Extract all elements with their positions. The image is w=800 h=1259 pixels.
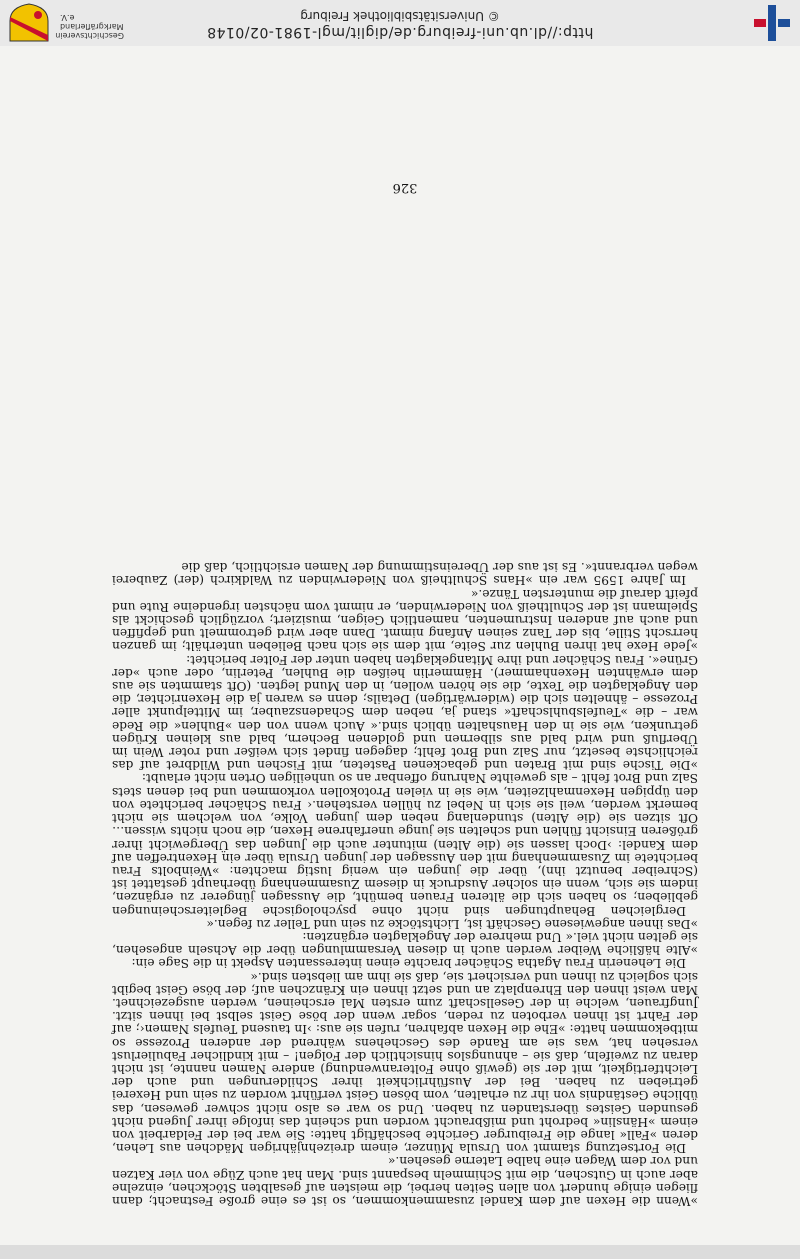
footer-bar [0,0,800,46]
body-text [112,560,698,1207]
page-paper [0,46,800,1245]
ub-freiburg-logo-icon [750,3,794,43]
paragraph: »Alte häßliche Weiber werden auch in diesen Versammlungen über die Achseln angesehen, sie gelten nicht viel.« Und mehrere der Angeklagten ergänzten: [112,929,698,958]
society-name: Geschichtsverein Markgräflerland e.V. [55,13,124,40]
footer-library: © Universitätsbibliothek Freiburg [300,9,500,23]
paragraph: »Die Tische sind mit Braten und gebackenen Pasteten, mit Fischen und Wildbret auf das reichlichste besetzt, nur Salz und Brot fehlt; dagegen findet sich weißer und roter Wein im Überfluß und wird bald aus silbernen und goldenen Bechern, bald aus kleinen Krügen getrunken, wie sie in den Haushalten üblich sind.« Auch wenn von den »Buhlen« die Rede war – die »Teufelsbuhlschaft« stand ja, neben dem Schadenszauber, im Mittelpunkt aller Prozesse – ähnelten sich die (widerwärtigen) Details; denn es waren ja die Hexenrichter, die den Angeklagten die Texte, die sie hören wollen, in den Mund legten. (Oft stammten sie aus dem erwähnten Hexenhammer). Hämmerlin heißen die Buhlen, Peterlin, oder auch »der Grüne«. Frau Schächer und ihre Mitangeklagten haben unter der Folter berichtet: [112,652,698,773]
paragraph: »Das ihnen angewiesene Geschäft ist, Lichtstöcke zu sein und Teller zu fegen.« [206,916,698,931]
paragraph: Die Fortsetzung stammt von Ursula Münzer, einem dreizehnjährigen Mädchen aus Lehen, deren »Fall« lange die Freiburger Gerichte beschäftigt hatte: Sie war bei der Feldarbeit von einem »Hänslin« bedroht und mißbraucht worden und scheint das infolge ihrer Jugend nicht gesunden Geistes überstanden zu haben. Und so war es also nicht schwer gewesen, das übliche Geständnis von ihr zu erhalten, vom bösen Geist verführt worden zu sein und Hexerei getrieben zu haben. Bei der Ausführlichkeit ihrer Schilderungen und auch der Leichtfertigkeit, mit der sie (gewiß ohne Folteranwendung) andere Namen nannte, ist nicht daran zu zweifeln, daß sie – ahnungslos hinsichtlich der Folgen! – mit kindlicher Fabulierlust versehen hat, was sie am Rande des Geschehens während der anderen Prozesse so mitbekommen hatte: »Ehe die Hexen abfahren, rufen sie aus: ›In tausend Teufels Namen‹; auf der Fahrt ist ihnen verboten zu reden, sogar wenn der böse Geist selbst bei ihnen sitzt. Jungfrauen, welche in der Gesellschaft zum ersten Mal erscheinen, werden ausgezeichnet. Man weist ihnen den Ehrenplatz an und setzt ihnen ein Kränzchen auf; der böse Geist begibt sich sogleich zu ihnen und versichert sie, daß sie ihm am liebsten sind.« [112,969,698,1156]
paragraph: »Jede Hexe hat ihren Buhlen zur Seite, mit dem sie sich nach Belieben unterhält; im ganzen herrscht Stille, bis der Tanz seinen Anfang nimmt. Dann aber wird getrommelt und gepfiffen und auch auf anderen Instrumenten, namentlich Geigen, musiziert; vorzüglich geschickt als Spielmann ist der Schultheiß von Niederwinden, er nimmt vom nächsten irgendeine Rute und pfeift darauf die muntersten Tänze.« [112,586,698,654]
footer-credits [170,8,630,40]
society-crest-icon [6,3,52,43]
footer-url[interactable]: http://dl.ub.uni-freiburg.de/diglit/mgl-1981-02/0148 [206,24,594,40]
paragraph: Die Lehenerin Frau Agatha Schächer brachte einen interessanten Aspekt in die Sage ein: [131,956,686,971]
header-strip [0,1245,800,1259]
paragraph: »Wenn die Hexen auf dem Kandel zusammenkommen, so ist es eine große Festnacht; dann fliegen einige hundert von allen Seiten herbei, die meisten auf gesalbten Stöckchen, einzelne aber auch in Gutschen, die mit Schimmeln bespannt sind. Man hat auch Züge von vier Katzen und vor dem Wagen eine halbe Laterne gesehen.« [112,1154,698,1208]
page-number: 326 [392,180,418,195]
paragraph: Im Jahre 1595 war ein »Hans Schultheiß von Niederwinden zu Waldkirch (der) Zauberei wegen verbrannt«. Es ist aus der Übereinstimmung der Namen ersichtlich, daß die [112,560,698,588]
paragraph: Dergleichen Behauptungen sind nicht ohne psychologische Begleiterscheinungen geblieben; so haben sich die älteren Frauen bemüht, die Aussagen jüngerer zu ergänzen, indem sie sich, wenn ein solcher Ausdruck in diesem Zusammenhang überhaupt gestattet ist (Schreiber benutzt ihn), über die jungen ein wenig lustig machten: »Weinbolts Frau berichtete im Zusammenhang mit den Aussagen der jungen Ursula über ein Hexentreffen auf dem Kandel: ›Doch lassen sie (die Alten) mitunter auch die Jungen das Übergewicht ihrer größeren Einsicht fühlen und schelten sie junge unerfahrene Hexen, die noch nichts wissen… Oft sitzen sie (die Alten) stundenlang neben dem jungen Volke, von welchem sie nicht bemerkt werden, weil sie sich in Nebel zu hüllen verstehen.‹ Frau Schächer berichtete von den üppigen Hexenmahlzeiten, wie sie in vielen Protokollen vorkommen und bei denen stets Salz und Brot fehlt – als geweihte Nahrung offenbar an so unheiligen Orten nicht erlaubt: [112,771,698,918]
